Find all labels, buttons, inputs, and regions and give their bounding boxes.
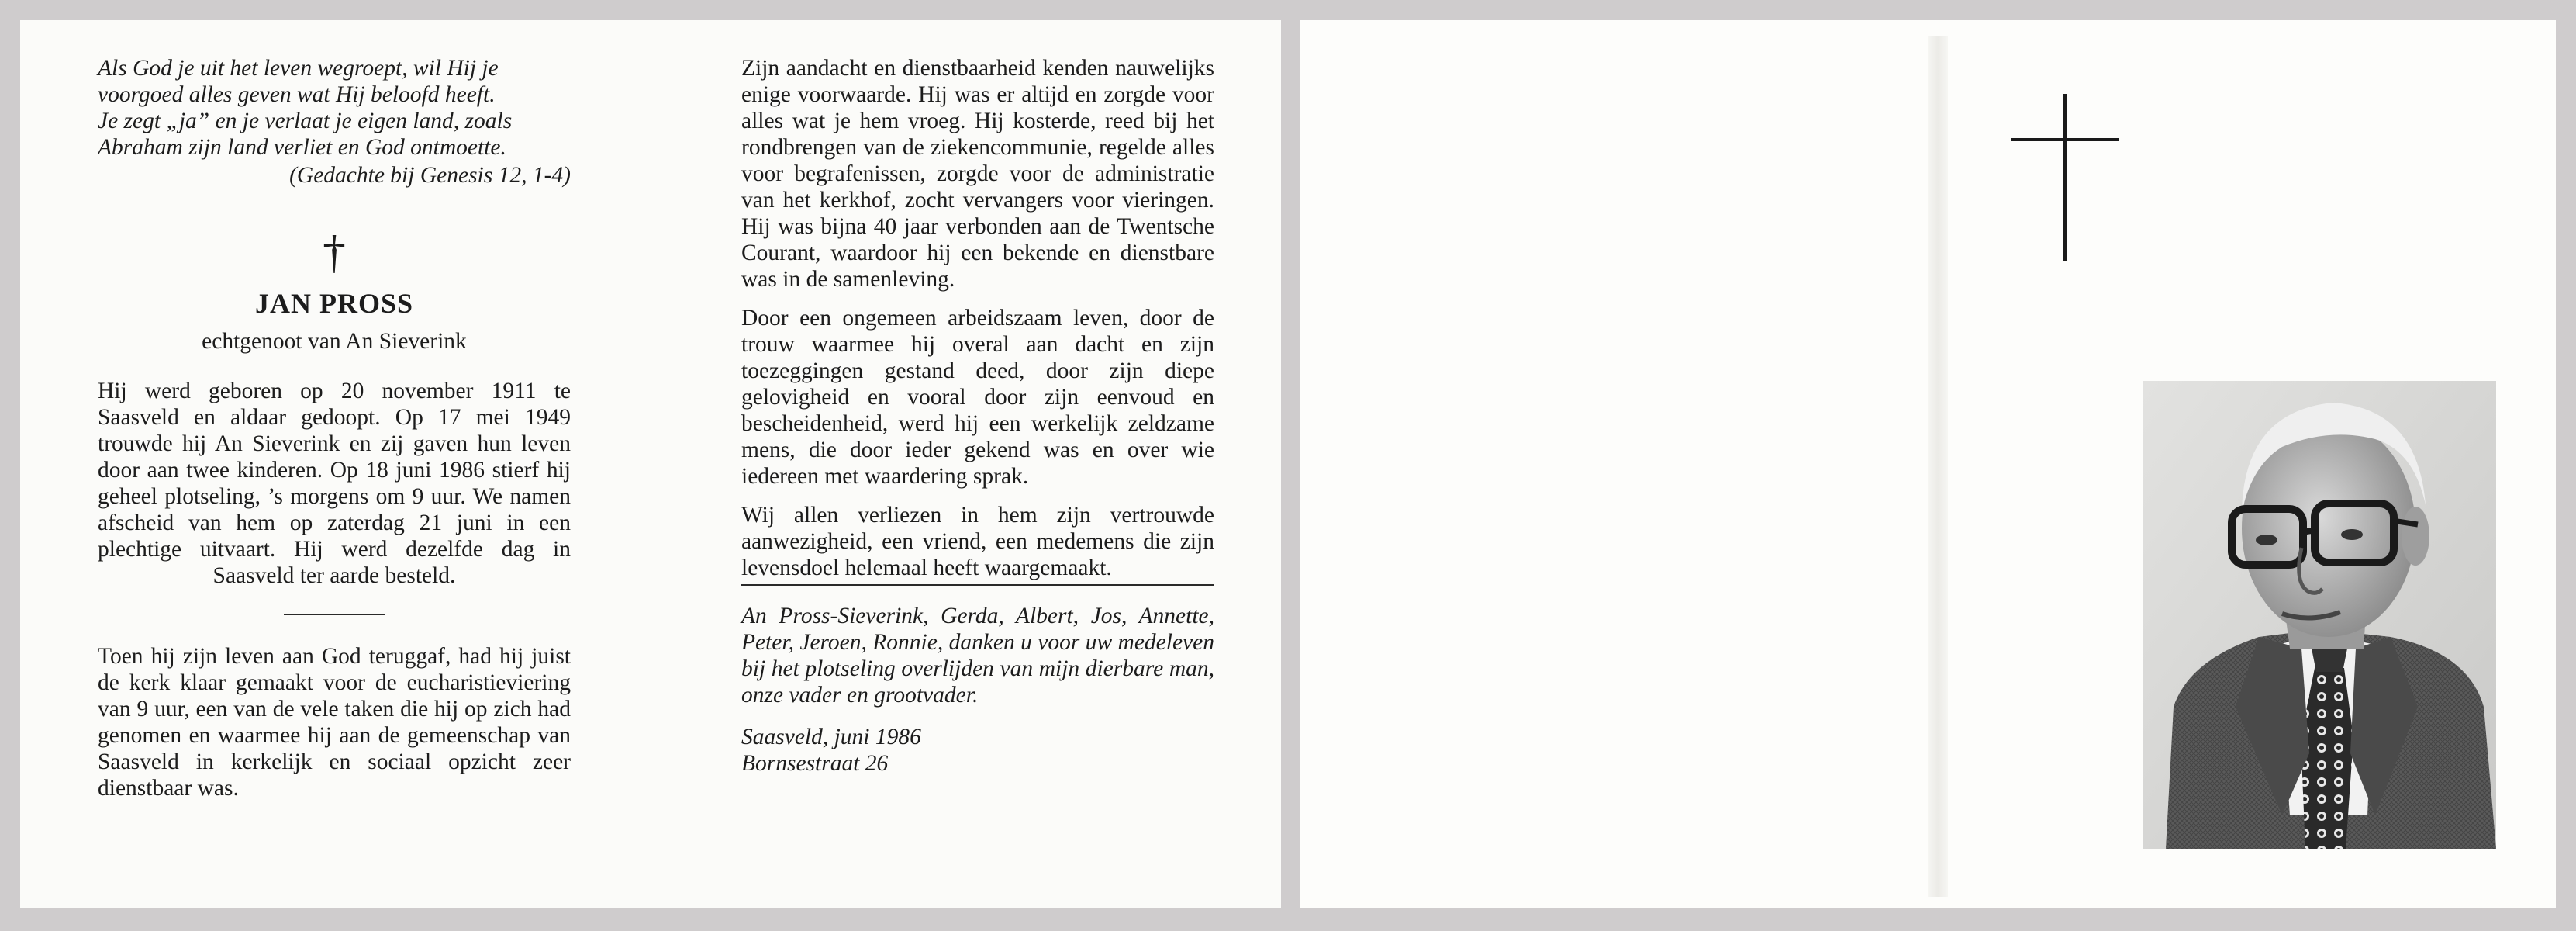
service-paragraph: Zijn aandacht en dienstbaarheid kenden nauwelijks enige voorwaarde. Hij was er altijd en zorgde voor alles wat je hem vroeg. Hij kosterde, reed bij het rondbrengen van de ziekencommunie, regelde alles voor begrafenissen, zorgde voor de administratie van het kerkhof, zocht vervangers voor vieringen. Hij was bijna 40 jaar verbonden aan de Twentsche Courant, waardoor hij een bekende en dienstbare was in de samenleving. [741,56,1214,292]
place-date: Saasveld, juni 1986 [741,725,921,749]
right-column [741,55,1214,777]
motto-line: Als God je uit het leven wegroept, wil Hij je [98,56,499,81]
deceased-name: JAN PROSS [254,288,414,319]
bio-paragraph: Hij werd geboren op 20 november 1911 te Saasveld en aldaar gedoopt. Op 17 mei 1949 trouwde hij An Sieverink en zij gaven hun leven door aan twee kinderen. Op 18 juni 1986 stierf hij geheel plotseling, ’s morgens om 9 uur. We namen afscheid van hem op zaterdag 21 juni in een plechtige uitvaart. Hij werd dezelfde dag in Saasveld ter aarde besteld. [98,379,571,588]
motto-line: voorgoed alles geven wat Hij beloofd heeft. [98,82,496,107]
motto [98,55,571,161]
thanks-paragraph: An Pross-Sieverink, Gerda, Albert, Jos, Annette, Peter, Jeroen, Ronnie, danken u voor uw medeleven bij het plotseling overlijden van mijn dierbare man, onze vader en grootvader. [741,604,1214,708]
character-paragraph: Door een ongemeen arbeidszaam leven, door de trouw waarmee hij overal aan dacht en zijn toezeggingen gestand deed, door zijn diepe gelovigheid en vooral door zijn eenvoud en bescheidenheid, werd hij een werkelijk zeldzame mens, die door ieder gekend was en over wie iedereen met waardering sprak. [741,306,1214,489]
death-paragraph: Toen hij zijn leven aan God teruggaf, had hij juist de kerk klaar gemaakt voor de eucharistieviering van 9 uur, een van de vele taken die hij op zich had genomen en waarmee hij aan de gemeenschap van Saasveld in kerkelijk en sociaal opzicht zeer dienstbaar was. [98,644,571,801]
portrait-photo [2143,381,2496,849]
memorial-card-inside [20,20,1281,908]
signoff [741,724,1214,777]
motto-line: Je zegt „ja” en je verlaat je eigen land, zoals [98,109,513,133]
cross-icon: † [323,227,346,278]
divider [284,614,385,615]
loss-paragraph: Wij allen verliezen in hem zijn vertrouwde aanwezigheid, een vriend, een medemens die zijn levensdoel helemaal heeft waargemaakt. [741,503,1214,580]
divider [741,584,1214,586]
memorial-card-outside [1300,20,2556,908]
left-column [98,55,571,801]
spouse-line: echtgenoot van An Sieverink [202,329,467,354]
motto-source: (Gedachte bij Genesis 12, 1-4) [289,163,571,188]
portrait-illustration [2143,381,2496,849]
motto-line: Abraham zijn land verliet en God ontmoette. [98,135,506,160]
card-fold [1928,36,1948,897]
address: Bornsestraat 26 [741,751,889,776]
cross-icon [2011,94,2119,261]
